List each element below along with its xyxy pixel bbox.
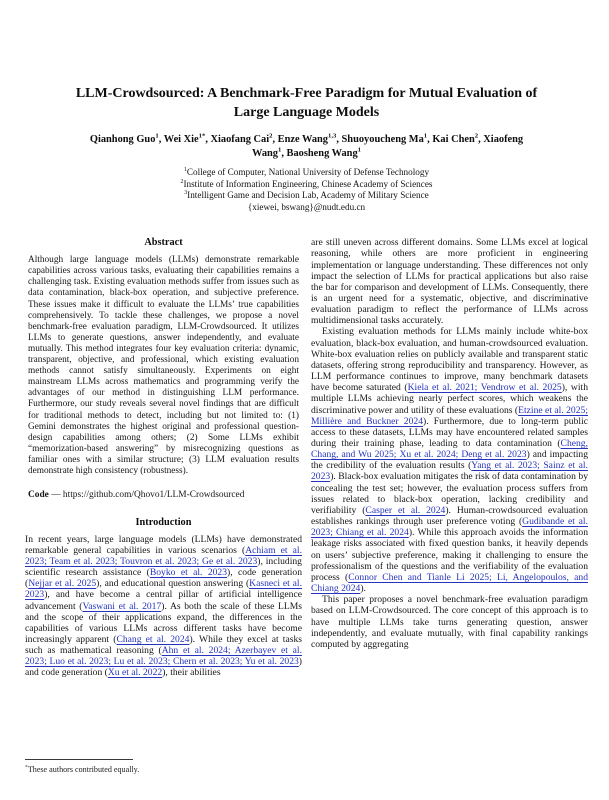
citation-link[interactable]: Achiam et al. 2023; Team et al. 2023; Touvron et al. 2023; Ge et al. 2023 — [25, 544, 302, 567]
citation-link[interactable]: Kiela et al. 2021; Vendrow et al. 2025 — [407, 382, 562, 394]
introduction-paragraph: In recent years, large language models (LLMs) have demonstrated remarkable general capabilities in various scenarios (Achiam et al. 2023; Team et al. 2023; Touvron et al. 2023; Ge et al. 2023), including scientific research assistance (Boyko et al. 2023), code generation (Nejjar et al. 2025), and educational question answering (Kasneci et al. 2023), and have become a central pillar of artificial intelligence advancement (Vaswani et al. 2017). As both the scale of these LLMs and the scope of their applications expand, the differences in the capabilities of various LLMs across different tasks have become increasingly apparent (Chang et al. 2024). While they excel at tasks such as mathematical reasoning (Ahn et al. 2024; Azerbayev et al. 2023; Luo et al. 2023; Lu et al. 2023; Chern et al. 2023; Yu et al. 2023) and code generation (Xu et al. 2022), their abilities — [25, 533, 303, 679]
footnote-body: These authors contributed equally. — [27, 765, 140, 775]
citation-link[interactable]: Etzine et al. 2025; Millière and Buckner 2024 — [311, 404, 588, 427]
footnote-marker: * — [25, 764, 28, 771]
citation-link[interactable]: Kasneci et al. 2023 — [25, 578, 302, 601]
citation-link[interactable]: Nejjar et al. 2025 — [28, 578, 97, 590]
author-line — [85, 133, 529, 160]
contact-email: {xiewei, bswang}@nudt.edu.cn — [247, 201, 366, 212]
author: Wei Xie$^{1*}$, — [163, 132, 211, 145]
abstract-paragraph: Although large language models (LLMs) demonstrate remarkable capabilities across various tasks, evaluating their capabilities remains a challenging task. Existing evaluation methods suffer from issues such as data contamination, black-box operation, and subjective preference. These issues make it difficult to evaluate the LLMs’ true capabilities comprehensively. To tackle these challenges, we propose a novel benchmark-free evaluation paradigm, LLM-Crowdsourced. It utilizes LLMs to generate questions, answer independently, and evaluate mutually. This method integrates four key evaluation criteria: dynamic, transparent, objective, and professional, which existing evaluation methods cannot satisfy simultaneously. Experiments on eight mainstream LLMs across mathematics and programming verify the advantages of our method in distinguishing LLM performance. Furthermore, our study reveals several novel findings that are difficult for traditional methods to detect, including but not limited to: (1) Gemini demonstrates the highest original and professional question-design capabilities among others; (2) Some LLMs exhibit “memorization-based answering” by misrecognizing questions as familiar ones with a similar structure; (3) LLM evaluation results demonstrate high consistency (robustness). — [28, 255, 299, 476]
affiliation: $^3$Intelligent Game and Decision Lab, Academy of Military Science — [184, 190, 429, 201]
citation-link[interactable]: Gudibande et al. 2023; Chiang et al. 2024 — [311, 516, 588, 539]
introduction-heading: Introduction — [135, 516, 192, 528]
footnote-rule — [25, 759, 133, 760]
citation-link[interactable]: Yang et al. 2023; Sainz et al. 2023 — [311, 460, 588, 483]
affiliations-block — [25, 167, 588, 213]
author: Shuoyoucheng Ma$^1$, — [341, 132, 433, 145]
paper-title — [25, 84, 588, 122]
author: Enze Wang$^{1,3}$, — [277, 132, 342, 145]
affiliation: $^1$College of Computer, National University of Defense Technology — [183, 167, 430, 178]
citation-link[interactable]: Connor Chen and Tianle Li 2025; Li, Angelopoulos, and Chiang 2024 — [311, 571, 588, 595]
paper-title-line2: Large Language Models — [233, 105, 380, 120]
citation-link[interactable]: Boyko et al. 2023 — [149, 567, 228, 579]
abstract-heading: Abstract — [144, 237, 183, 249]
citation-link[interactable]: Chang et al. 2024 — [116, 633, 190, 645]
citation-link[interactable]: Xu et al. 2022 — [107, 667, 163, 679]
author: Kai Chen$^2$, — [432, 132, 484, 145]
citation-link[interactable]: Vaswani et al. 2017 — [82, 600, 162, 612]
author: Baosheng Wang$^1$ — [286, 146, 361, 159]
footnote-text — [25, 765, 139, 774]
citation-link[interactable]: Casper et al. 2024 — [365, 504, 446, 516]
author: Qianhong Guo$^1$, — [89, 132, 164, 145]
citation-link[interactable]: Ahn et al. 2024; Azerbayev et al. 2023; Luo et al. 2023; Lu et al. 2023; Chern et al. 2023; Yu et al. 2023 — [25, 645, 302, 668]
author: Xiaofang Cai$^2$, — [210, 132, 278, 145]
two-column-body — [25, 237, 588, 795]
right-column — [311, 237, 588, 795]
code-separator: — — [48, 490, 63, 501]
citation-link[interactable]: Cheng, Chang, and Wu 2025; Xu et al. 2024; Deng et al. 2023 — [311, 438, 588, 461]
author-footnote — [25, 759, 302, 796]
affiliation-list — [25, 167, 588, 202]
paper-title-line1: LLM-Crowdsourced: A Benchmark-Free Paradigm for Mutual Evaluation of — [75, 86, 538, 101]
paragraph: are still uneven across different domains. Some LLMs excel at logical reasoning, while others are more proficient in engineering implementation or language understanding. These differences not only impact the selection of LLMs for practical applications but also raise the bar for comparison and development of LLMs. Consequently, there is an urgent need for a systematic, objective, and discriminative evaluation paradigm to reflect the performance of LLMs across multidimensional tasks accurately. — [311, 237, 588, 327]
code-label: Code — [28, 490, 49, 501]
affiliation: $^2$Institute of Information Engineering, Chinese Academy of Sciences — [180, 178, 433, 189]
author: Xiaofeng Wang$^1$, — [252, 134, 524, 159]
code-url[interactable]: https://github.com/Qhovo1/LLM-Crowdsourced — [62, 490, 245, 501]
left-column — [25, 237, 302, 795]
paragraph: This paper proposes a novel benchmark-free evaluation paradigm based on LLM-Crowdsourced. The core concept of this approach is to have multiple LLMs take turns generating question, answer independently, and evaluate mutually, with final capability rankings computed by aggregating — [311, 594, 588, 650]
paragraph: Existing evaluation methods for LLMs mainly include white-box evaluation, black-box evaluation, and human-crowdsourced evaluation. White-box evaluation relies on publicly available and transparent static datasets, offering strong reproducibility and transparency. However, as LLM performance continues to improve, many benchmark datasets have become saturated (Kiela et al. 2021; Vendrow et al. 2025), with multiple LLMs achieving nearly perfect scores, which weakens the discriminative power and utility of these evaluations (Etzine et al. 2025; Millière and Buckner 2024). Furthermore, due to long-term public access to these datasets, LLMs may have encountered related samples during their training phase, leading to data contamination (Cheng, Chang, and Wu 2025; Xu et al. 2024; Deng et al. 2023) and impacting the credibility of the evaluation results (Yang et al. 2023; Sainz et al. 2023). Black-box evaluation mitigates the risk of data contamination by concealing the test set; however, the evaluation process suffers from issues related to black-box operation, lacking credibility and verifiability (Casper et al. 2024). Human-crowdsourced evaluation establishes rankings through user preference voting (Gudibande et al. 2023; Chiang et al. 2024). While this approach avoids the information leakage risks associated with fixed question banks, it heavily depends on users’ subjective preference, making it challenging to ensure the professionalism of the questions and the verifiability of the evaluation process (Connor Chen and Tianle Li 2025; Li, Angelopoulos, and Chiang 2024). — [311, 326, 588, 595]
code-availability-line — [25, 490, 302, 502]
